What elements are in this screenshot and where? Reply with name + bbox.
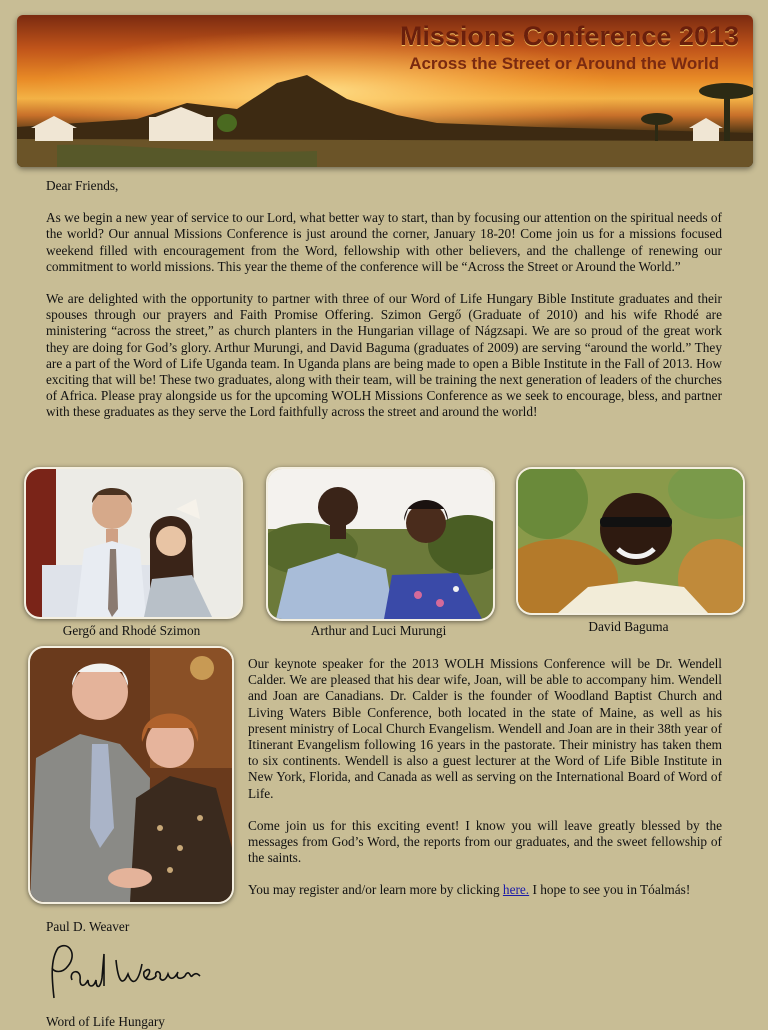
handwritten-signature [44, 940, 224, 1015]
letter-speaker [248, 656, 722, 899]
photo-wendell-joan-calder [28, 646, 234, 904]
register-text-after: I hope to see you in Tóalmás! [529, 882, 691, 898]
caption-david-baguma: David Baguma [588, 619, 669, 634]
greeting: Dear Friends, [46, 178, 119, 193]
photo-arthur-luci [266, 467, 495, 621]
paragraph-invitation: Come join us for this exciting event! I know you will leave greatly blessed by the messages from God’s Word, the reports from our graduates, and the sweet fellowship of the saints. [248, 817, 722, 866]
caption-gergo-rhode: Gergő and Rhodé Szimon [62, 623, 201, 638]
paragraph-graduates: We are delighted with the opportunity to partner with three of our Word of Life Hungary Bible Institute graduates and their spouses through our prayers and Faith Promise Offering. Szimon Gergő (Graduate of 2010) and his wife Rhodé are ministering “across the street,” as church planters in the Hungarian village of Nágzsapi. We are so proud of the great work they are doing for God’s glory. Arthur Murungi, and David Baguma (graduates of 2009) are serving “around the world.” They are a part of the Word of Life Uganda team. In Uganda plans are being made to open a Bible Institute in the Fall of 2013. How exciting that will be! These two graduates, along with their team, will be training the next generation of leaders of the churches of Africa. Please pray alongside us for the upcoming WOLH Missions Conference as we seek to encourage, bless, and partner with these graduates as they serve the Lord faithfully across the street and around the world! [46, 291, 722, 420]
paragraph-intro: As we begin a new year of service to our Lord, what better way to start, than by focusing our attention on the spiritual needs of the world? Our annual Missions Conference is just around the corner, January 18-20! Come join us for a missions focused weekend filled with encouragement from the Word, fellowship with other believers, and the challenge of renewing our commitment to world missions. This year the theme of the conference will be “Across the Street or Around the World.” [46, 210, 722, 274]
paragraph-keynote: Our keynote speaker for the 2013 WOLH Missions Conference will be Dr. Wendell Calder. We are pleased that his dear wife, Joan, will be able to accompany him. Wendell and Joan are Canadians. Dr. Calder is the founder of Woodland Baptist Church and Living Waters Bible Conference, both located in the state of Maine, as well as his present ministry of Local Church Evangelism. Wendell and Joan are in their 38th year of Itinerant Evangelism following 16 years in the pastorate. Their ministry has taken them to six continents. Wendell is also a guest lecturer at the Word of Life Bible Institute in New York, Florida, and Canada as well as serving on the International Board of Word of Life. [248, 656, 722, 801]
signoff-name: Paul D. Weaver [46, 919, 130, 934]
signoff-organization: Word of Life Hungary [46, 1014, 165, 1029]
header-banner [17, 15, 753, 167]
register-here-link[interactable]: here. [502, 882, 530, 898]
banner-title: Missions Conference 2013 [399, 21, 739, 51]
register-text-before: You may register and/or learn more by clicking [248, 882, 503, 898]
letter-intro [46, 178, 722, 421]
photo-gergo-rhode [24, 467, 243, 619]
photo-david-baguma [516, 467, 745, 615]
banner-subtitle: Across the Street or Around the World [409, 54, 719, 73]
caption-arthur-luci: Arthur and Luci Murungi [310, 623, 447, 638]
paragraph-register [248, 882, 722, 898]
